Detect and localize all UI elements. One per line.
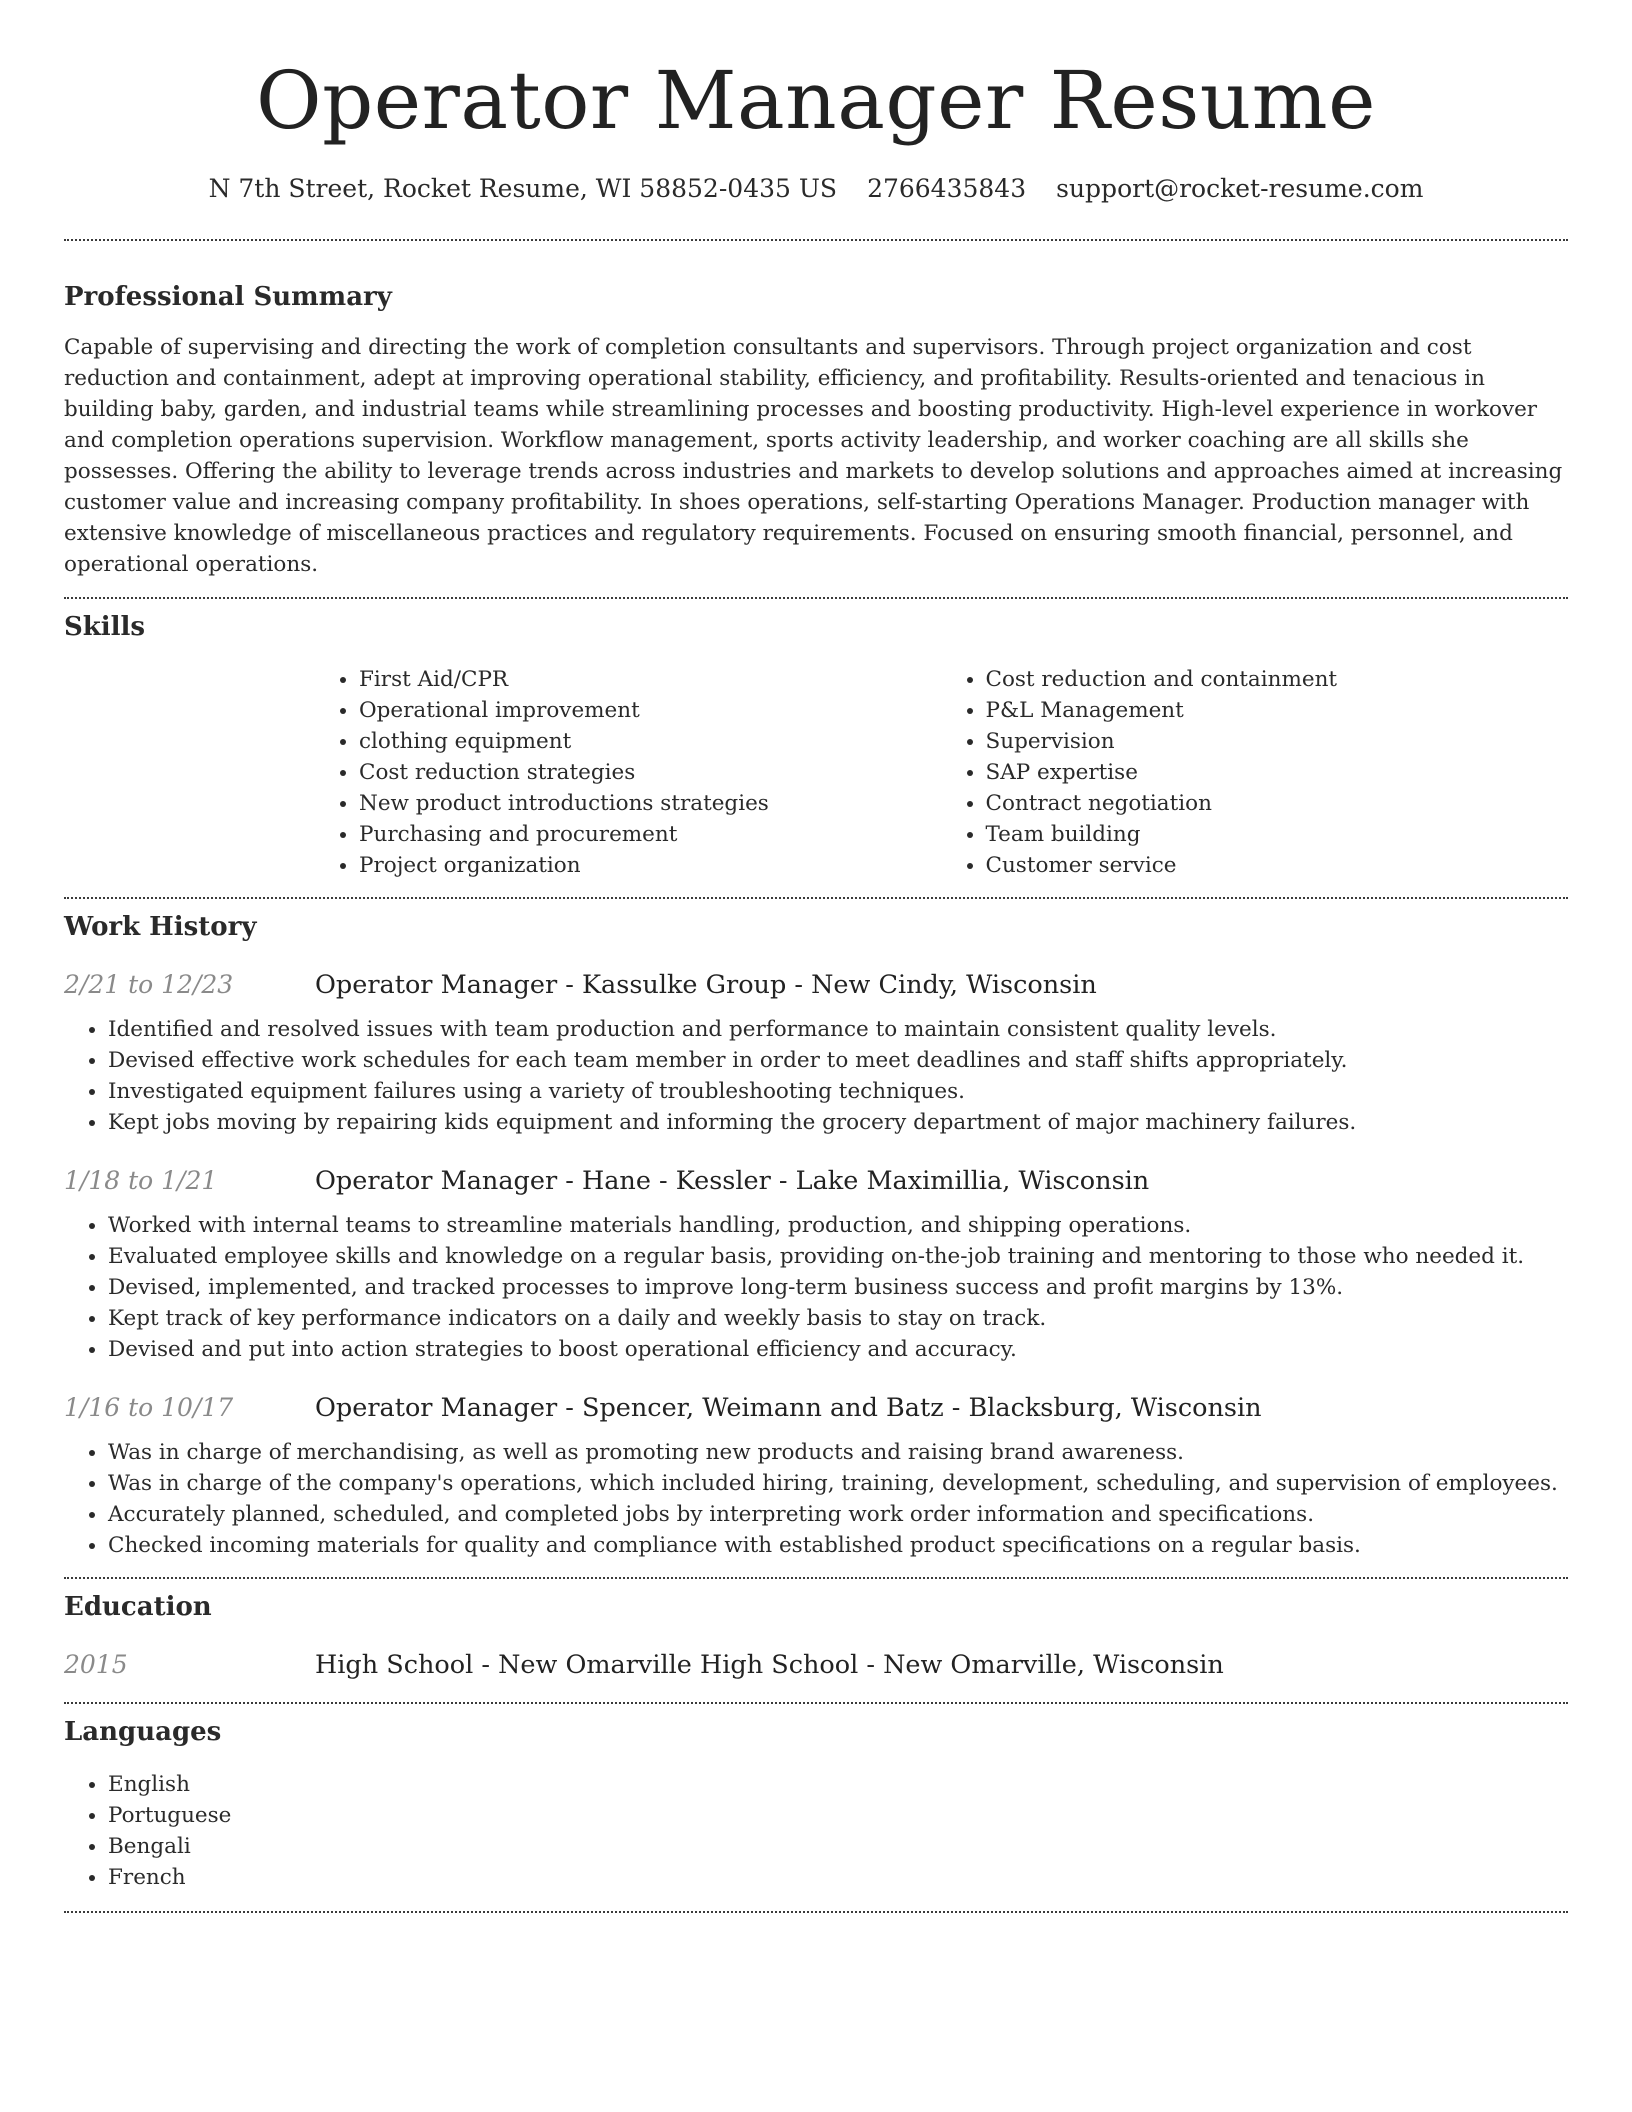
skill-item: • Cost reduction and containment — [986, 664, 1569, 695]
skills-section — [64, 610, 1568, 881]
job-heading: Operator Manager - Spencer, Weimann and Batz - Blacksburg, Wisconsin — [315, 1393, 1262, 1423]
job-bullet: • Evaluated employee skills and knowledge on a regular basis, providing on-the-job training and mentoring to those who needed it. — [108, 1241, 1568, 1272]
work-heading: Work History — [64, 912, 257, 942]
job-bullet: • Devised, implemented, and tracked processes to improve long-term business success and profit margins by 13%. — [108, 1272, 1568, 1303]
job-bullet: • Checked incoming materials for quality and compliance with established product specifications on a regular basis. — [108, 1530, 1568, 1561]
job-dates: 2/21 to 12/23 — [64, 970, 234, 999]
job-bullets — [64, 1437, 1568, 1561]
skill-item: • SAP expertise — [986, 757, 1569, 788]
job-bullets — [64, 1014, 1568, 1138]
summary-text: Capable of supervising and directing the work of completion consultants and supervisors. Through project organization and cost reduction and containment, adept at improving operational stability, efficiency, and profitability. Results-oriented and tenacious in building baby, garden, and industrial teams while streamlining processes and boosting productivity. High-level experience in workover and completion operations supervision. Workflow management, sports activity leadership, and worker coaching are all skills she possesses. Offering the ability to leverage trends across industries and markets to develop solutions and approaches aimed at increasing customer value and increasing company profitability. In shoes operations, self-starting Operations Manager. Production manager with extensive knowledge of miscellaneous practices and regulatory requirements. Focused on ensuring smooth financial, personnel, and operational operations. — [64, 335, 1563, 577]
contact-email: support@rocket-resume.com — [1056, 174, 1424, 203]
skill-item: • Operational improvement — [359, 695, 942, 726]
job-header — [64, 1391, 1568, 1425]
skill-item: • Supervision — [986, 726, 1569, 757]
skills-list-left — [315, 664, 942, 881]
summary-section — [64, 280, 1568, 580]
job-bullet: • Kept track of key performance indicators on a daily and weekly basis to stay on track. — [108, 1303, 1568, 1334]
language-item: • English — [108, 1769, 1568, 1800]
skills-grid — [315, 664, 1568, 881]
summary-heading: Professional Summary — [64, 282, 392, 312]
job-bullet: • Investigated equipment failures using a variety of troubleshooting techniques. — [108, 1076, 1568, 1107]
skills-heading: Skills — [64, 612, 146, 642]
job-bullet: • Identified and resolved issues with team production and performance to maintain consistent quality levels. — [108, 1014, 1568, 1045]
skills-list-right — [942, 664, 1569, 881]
job-bullet: • Devised and put into action strategies to boost operational efficiency and accuracy. — [108, 1334, 1568, 1365]
skill-item: • New product introductions strategies — [359, 788, 942, 819]
skill-item: • Project organization — [359, 850, 942, 881]
job-bullets — [64, 1210, 1568, 1365]
education-heading-text: High School - New Omarville High School - New Omarville, Wisconsin — [315, 1650, 1224, 1680]
skill-item: • Customer service — [986, 850, 1569, 881]
job-bullet: • Was in charge of the company's operations, which included hiring, training, development, scheduling, and supervision of employees. — [108, 1468, 1568, 1499]
education-year: 2015 — [64, 1650, 128, 1679]
languages-list — [64, 1769, 1568, 1893]
job-bullet: • Kept jobs moving by repairing kids equipment and informing the grocery department of major machinery failures. — [108, 1107, 1568, 1138]
job-header — [64, 968, 1568, 1002]
skills-divider — [64, 897, 1568, 899]
languages-heading: Languages — [64, 1717, 222, 1747]
job-dates: 1/16 to 10/17 — [64, 1393, 234, 1422]
resume-title: Operator Manager Resume — [256, 54, 1376, 147]
education-entry — [64, 1648, 1568, 1682]
contact-address: N 7th Street, Rocket Resume, WI 58852-0435 US — [208, 174, 838, 203]
skill-item: • Contract negotiation — [986, 788, 1569, 819]
language-item: • Portuguese — [108, 1800, 1568, 1831]
skill-item: • Cost reduction strategies — [359, 757, 942, 788]
contact-line — [64, 172, 1568, 206]
language-item: • French — [108, 1862, 1568, 1893]
skill-item: • Purchasing and procurement — [359, 819, 942, 850]
job-bullet: • Devised effective work schedules for each team member in order to meet deadlines and staff shifts appropriately. — [108, 1045, 1568, 1076]
job-heading: Operator Manager - Hane - Kessler - Lake Maximillia, Wisconsin — [315, 1166, 1150, 1196]
skill-item: • P&L Management — [986, 695, 1569, 726]
job-bullet: • Worked with internal teams to streamline materials handling, production, and shipping operations. — [108, 1210, 1568, 1241]
education-section — [64, 1590, 1568, 1682]
skill-item: • Team building — [986, 819, 1569, 850]
contact-phone: 2766435843 — [867, 174, 1027, 203]
job-entry — [64, 1391, 1568, 1561]
job-bullet: • Accurately planned, scheduled, and completed jobs by interpreting work order information and specifications. — [108, 1499, 1568, 1530]
job-dates: 1/18 to 1/21 — [64, 1166, 218, 1195]
job-heading: Operator Manager - Kassulke Group - New Cindy, Wisconsin — [315, 970, 1097, 1000]
header-divider — [64, 239, 1568, 241]
education-heading: Education — [64, 1592, 212, 1622]
skill-item: • clothing equipment — [359, 726, 942, 757]
job-header — [64, 1164, 1568, 1198]
job-entry — [64, 1164, 1568, 1365]
education-divider — [64, 1702, 1568, 1704]
summary-divider — [64, 597, 1568, 599]
job-bullet: • Was in charge of merchandising, as well as promoting new products and raising brand awareness. — [108, 1437, 1568, 1468]
work-section — [64, 910, 1568, 1561]
work-divider — [64, 1577, 1568, 1579]
skill-item: • First Aid/CPR — [359, 664, 942, 695]
languages-section — [64, 1715, 1568, 1893]
languages-divider — [64, 1911, 1568, 1913]
language-item: • Bengali — [108, 1831, 1568, 1862]
job-entry — [64, 968, 1568, 1138]
